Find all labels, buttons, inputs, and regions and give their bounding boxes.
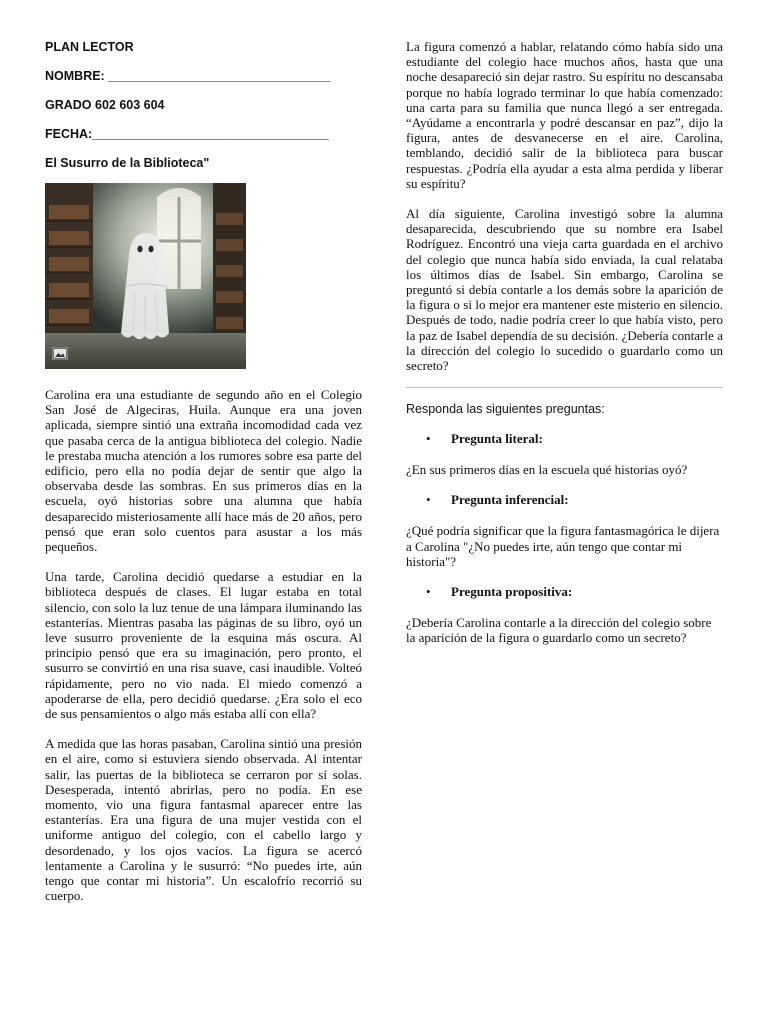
story-paragraph-4: La figura comenzó a hablar, relatando cómo había sido una estudiante del colegio hace muchos años, hasta que una noche desapareció sin dejar rastro. Su espíritu no descansaba porque no había logrado terminar lo que había comenzado: una carta para su familia que nunca llegó a ser entregada. “Ayúdame a encontrarla y podré descansar en paz”, dijo la figura, antes de desvanecerse en el aire. Carolina, temblando, decidió salir de la biblioteca para buscar respuestas. ¿Podría ella ayudar a esta alma perdida y liberar su espíritu? xyxy=(406,39,723,191)
ghost-library-image xyxy=(45,183,246,369)
story-paragraph-2: Una tarde, Carolina decidió quedarse a estudiar en la biblioteca después de clases. El lugar estaba en total silencio, con solo la luz tenue de una lámpara iluminando las estanterías. Mientras pasaba las páginas de su libro, oyó un leve susurro proveniente de la esquina más oscura. Al principio pensó que era su imaginación, pero pronto, el susurro se convirtió en una risa suave, casi inaudible. Volteó rápidamente, pero no vio nada. El miedo comenzó a apoderarse de ella, pero decidió quedarse. ¿Era solo el eco de sus pensamientos o algo más estaba allí con ella? xyxy=(45,569,362,722)
bullet-icon: • xyxy=(426,431,431,447)
question-label-inferencial xyxy=(406,492,723,508)
question-label-text: Pregunta inferencial: xyxy=(451,492,569,508)
left-column xyxy=(45,36,362,904)
plan-lector-heading: PLAN LECTOR xyxy=(45,40,134,54)
fecha-field-line: FECHA:__________________________________ xyxy=(45,127,329,141)
question-label-propositiva xyxy=(406,584,723,600)
question-label-literal xyxy=(406,431,723,447)
question-label-text: Pregunta literal: xyxy=(451,431,543,447)
questions-list xyxy=(406,431,723,447)
ghost-illustration xyxy=(45,183,246,369)
bullet-icon: • xyxy=(426,492,431,508)
question-text-literal: ¿En sus primeros días en la escuela qué historias oyó? xyxy=(406,462,688,478)
section-divider xyxy=(406,387,723,388)
image-icon xyxy=(52,347,68,360)
question-text-inferencial: ¿Qué podría significar que la figura fantasmagórica le dijera a Carolina "¿No puedes irte, aún tengo que contar mi historia"? xyxy=(406,523,720,569)
bullet-icon: • xyxy=(426,584,431,600)
grado-heading: GRADO 602 603 604 xyxy=(45,98,165,112)
story-paragraph-5: Al día siguiente, Carolina investigó sobre la alumna desaparecida, descubriendo que su nombre era Isabel Rodríguez. Encontró una vieja carta guardada en el archivo del colegio que nunca había sido enviada, la cual relataba los últimos días de Isabel. Sin embargo, Carolina se preguntó si debía contarle a los demás sobre la aparición de la figura o si lo mejor era mantener este misterio en silencio. Después de todo, nadie podría creer lo que había visto, pero la paz de Isabel dependía de su decisión. ¿Debería contarle a la dirección del colegio lo sucedido o guardarlo como un secreto? xyxy=(406,206,723,374)
questions-list xyxy=(406,584,723,600)
story-title: El Susurro de la Biblioteca" xyxy=(45,156,210,170)
question-text-propositiva: ¿Debería Carolina contarle a la dirección del colegio sobre la aparición de la figura o guardarlo como un secreto? xyxy=(406,615,712,646)
questions-list xyxy=(406,492,723,508)
story-paragraph-3: A medida que las horas pasaban, Carolina sintió una presión en el aire, como si estuviera siendo observada. Al intentar salir, las puertas de la biblioteca se cerraron por sí solas. Desesperada, intentó abrirlas, pero no podía. En ese momento, vio una figura fantasmal aparecer entre las estanterías. Era una figura de una mujer vestida con el uniforme antiguo del colegio, con el cabello largo y desordenado, y los ojos vacíos. La figura se acercó lentamente a Carolina y le susurró: “No puedes irte, aún tengo que contar mi historia”. Un escalofrío recorrió su cuerpo. xyxy=(45,736,362,904)
story-paragraph-1: Carolina era una estudiante de segundo año en el Colegio San José de Algeciras, Huila. Aunque era una joven aplicada, siempre sintió una extraña incomodidad cada vez que pasaba cerca de la antigua biblioteca del colegio. Nadie le prestaba mucha atención a los rumores sobre esa parte del edificio, pero ella no podía dejar de sentir que algo la observaba desde las sombras. En sus primeros días en la escuela, oyó historias sobre una alumna que había desaparecido misteriosamente allí hace más de 20 años, pero pensó que eran solo cuentos para asustar a los más pequeños. xyxy=(45,387,362,555)
nombre-field-line: NOMBRE: ________________________________ xyxy=(45,69,331,83)
right-column xyxy=(406,36,723,645)
questions-instruction: Responda las siguientes preguntas: xyxy=(406,402,605,417)
question-label-text: Pregunta propositiva: xyxy=(451,584,573,600)
